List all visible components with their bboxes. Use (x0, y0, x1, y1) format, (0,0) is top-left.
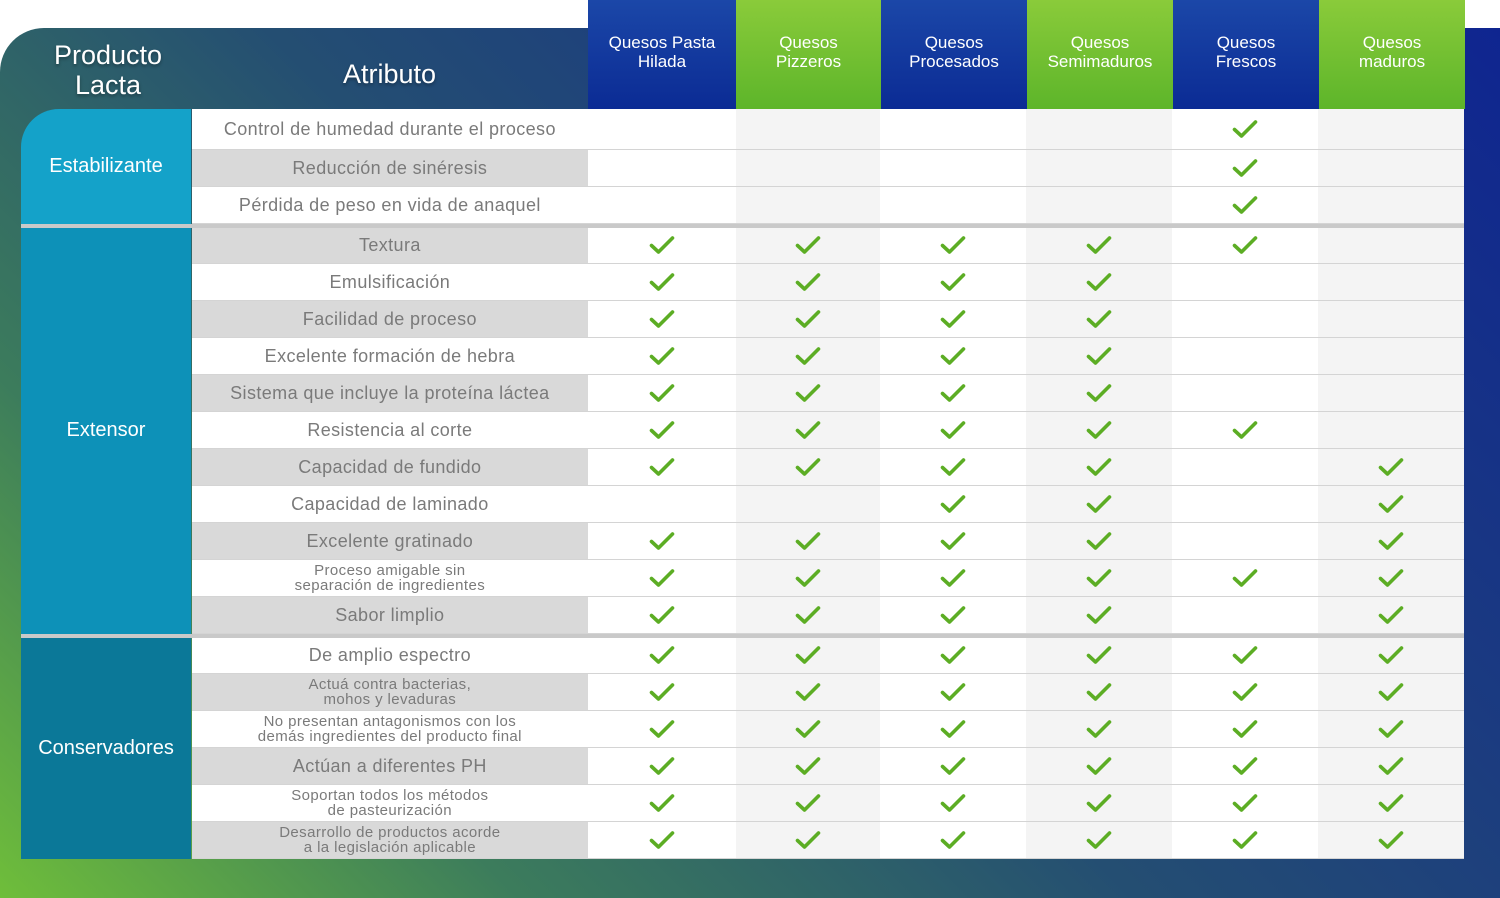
header-atributo: Atributo (342, 59, 437, 89)
check-icon (940, 682, 966, 702)
check-cell (588, 822, 736, 858)
check-cell (588, 449, 736, 485)
check-icon (1378, 756, 1404, 776)
row-divider (192, 411, 1464, 412)
check-cell (1172, 674, 1318, 710)
check-cell (736, 375, 881, 411)
check-icon (649, 383, 675, 403)
check-cell (1172, 301, 1318, 337)
check-cell (588, 150, 736, 186)
check-icon (795, 645, 821, 665)
category-label: Extensor (21, 227, 191, 634)
check-icon (1378, 793, 1404, 813)
check-cell (736, 301, 881, 337)
check-icon (1378, 531, 1404, 551)
check-icon (1086, 645, 1112, 665)
check-cell (880, 150, 1026, 186)
check-cell (880, 301, 1026, 337)
table-row (192, 150, 1464, 186)
check-cell (1318, 637, 1464, 673)
check-cell (880, 523, 1026, 559)
check-cell (736, 637, 881, 673)
header-producto-line: Producto (53, 40, 163, 70)
check-cell (1026, 560, 1172, 596)
check-cell (1026, 597, 1172, 633)
row-divider (192, 186, 1464, 187)
check-cell (1172, 449, 1318, 485)
check-cell (588, 187, 736, 223)
check-cell (588, 523, 736, 559)
check-cell (1172, 748, 1318, 784)
check-icon (649, 309, 675, 329)
row-divider (192, 300, 1464, 301)
check-icon (1232, 682, 1258, 702)
check-cell (736, 187, 881, 223)
check-cell (880, 338, 1026, 374)
check-cell (1318, 486, 1464, 522)
check-icon (649, 682, 675, 702)
row-divider (192, 559, 1464, 560)
check-icon (1232, 793, 1258, 813)
check-icon (649, 272, 675, 292)
row-divider (192, 337, 1464, 338)
attribute-label: Excelente gratinado (192, 523, 588, 559)
check-cell (1026, 822, 1172, 858)
check-icon (649, 531, 675, 551)
check-cell (588, 748, 736, 784)
table-row (192, 637, 1464, 673)
check-cell (1026, 264, 1172, 300)
check-cell (1026, 412, 1172, 448)
check-cell (1026, 785, 1172, 821)
attribute-label: Reducción de sinéresis (192, 150, 588, 186)
check-cell (1318, 227, 1464, 263)
check-cell (1318, 412, 1464, 448)
check-cell (736, 523, 881, 559)
table-row (192, 375, 1464, 411)
attribute-label: Textura (192, 227, 588, 263)
check-icon (1086, 793, 1112, 813)
check-cell (1026, 449, 1172, 485)
check-icon (1232, 420, 1258, 440)
check-cell (588, 301, 736, 337)
column-header: Quesos Semimaduros (1027, 0, 1173, 109)
table-row (192, 748, 1464, 784)
check-cell (880, 109, 1026, 149)
check-cell (736, 822, 881, 858)
check-cell (736, 785, 881, 821)
check-cell (736, 227, 881, 263)
row-divider (192, 485, 1464, 486)
check-cell (736, 711, 881, 747)
attribute-label: Desarrollo de productos acorde a la legislación aplicable (192, 822, 588, 858)
table-row (192, 187, 1464, 223)
check-cell (880, 264, 1026, 300)
row-divider (192, 710, 1464, 711)
check-cell (1172, 412, 1318, 448)
check-icon (1086, 457, 1112, 477)
check-cell (880, 711, 1026, 747)
column-header: Quesos maduros (1319, 0, 1465, 109)
check-cell (880, 674, 1026, 710)
check-cell (1318, 375, 1464, 411)
check-cell (736, 748, 881, 784)
check-icon (940, 605, 966, 625)
check-cell (1318, 338, 1464, 374)
check-cell (736, 264, 881, 300)
check-icon (1378, 457, 1404, 477)
check-icon (795, 309, 821, 329)
check-icon (940, 531, 966, 551)
table-row (192, 486, 1464, 522)
check-cell (588, 227, 736, 263)
check-cell (588, 412, 736, 448)
check-icon (795, 235, 821, 255)
check-cell (588, 637, 736, 673)
check-icon (1232, 568, 1258, 588)
check-cell (1026, 711, 1172, 747)
check-cell (880, 748, 1026, 784)
check-icon (940, 235, 966, 255)
row-divider (192, 784, 1464, 785)
check-icon (795, 531, 821, 551)
check-cell (1026, 150, 1172, 186)
attribute-label: Soportan todos los métodos de pasteurización (192, 785, 588, 821)
check-cell (880, 449, 1026, 485)
check-cell (588, 264, 736, 300)
check-icon (649, 568, 675, 588)
check-cell (736, 109, 881, 149)
table-row (192, 449, 1464, 485)
header-producto-lacta (18, 40, 198, 100)
check-cell (736, 412, 881, 448)
check-cell (588, 109, 736, 149)
check-icon (1086, 346, 1112, 366)
check-icon (1086, 568, 1112, 588)
check-cell (736, 674, 881, 710)
row-divider (192, 522, 1464, 523)
check-icon (1232, 719, 1258, 739)
check-cell (1172, 486, 1318, 522)
check-icon (649, 719, 675, 739)
check-cell (1318, 449, 1464, 485)
check-icon (1086, 830, 1112, 850)
table-row (192, 301, 1464, 337)
attribute-label: Pérdida de peso en vida de anaquel (192, 187, 588, 223)
table-row (192, 523, 1464, 559)
check-cell (1172, 597, 1318, 633)
check-icon (940, 383, 966, 403)
row-divider (192, 374, 1464, 375)
check-icon (940, 568, 966, 588)
check-icon (795, 682, 821, 702)
check-cell (1318, 597, 1464, 633)
check-cell (1172, 375, 1318, 411)
check-icon (1232, 235, 1258, 255)
check-cell (1172, 523, 1318, 559)
check-icon (1232, 830, 1258, 850)
row-divider (192, 149, 1464, 150)
check-cell (1318, 674, 1464, 710)
check-icon (795, 272, 821, 292)
check-cell (736, 150, 881, 186)
check-cell (1318, 822, 1464, 858)
row-divider (192, 858, 1464, 859)
check-cell (588, 785, 736, 821)
check-cell (1026, 187, 1172, 223)
check-cell (1026, 227, 1172, 263)
check-icon (649, 420, 675, 440)
check-cell (736, 449, 881, 485)
attribute-label: Actúan a diferentes PH (192, 748, 588, 784)
attribute-label: Facilidad de proceso (192, 301, 588, 337)
check-cell (1318, 711, 1464, 747)
column-header: Quesos Frescos (1173, 0, 1319, 109)
check-icon (795, 383, 821, 403)
table-row (192, 412, 1464, 448)
check-icon (940, 793, 966, 813)
check-cell (1318, 560, 1464, 596)
group-separator (21, 224, 1464, 228)
check-cell (1172, 109, 1318, 149)
row-divider (192, 263, 1464, 264)
check-icon (940, 645, 966, 665)
check-icon (649, 457, 675, 477)
check-icon (1378, 605, 1404, 625)
check-cell (880, 822, 1026, 858)
table-row (192, 674, 1464, 710)
category-label: Estabilizante (21, 109, 191, 224)
check-cell (1026, 748, 1172, 784)
check-cell (588, 597, 736, 633)
check-icon (649, 830, 675, 850)
header-producto-line: Lacta (74, 70, 142, 100)
check-icon (795, 457, 821, 477)
check-icon (940, 309, 966, 329)
check-cell (880, 560, 1026, 596)
check-cell (588, 375, 736, 411)
check-cell (588, 560, 736, 596)
check-icon (1378, 719, 1404, 739)
attribute-label: Excelente formación de hebra (192, 338, 588, 374)
check-icon (649, 346, 675, 366)
row-divider (192, 747, 1464, 748)
check-icon (940, 719, 966, 739)
check-icon (1232, 158, 1258, 178)
check-icon (940, 457, 966, 477)
check-cell (1318, 150, 1464, 186)
table-row (192, 785, 1464, 821)
table-row (192, 822, 1464, 858)
check-cell (736, 338, 881, 374)
check-icon (1086, 309, 1112, 329)
check-cell (1026, 109, 1172, 149)
category-label: Conservadores (21, 637, 191, 859)
check-cell (880, 597, 1026, 633)
table-row (192, 560, 1464, 596)
check-cell (1318, 748, 1464, 784)
attribute-label: Actuá contra bacterias, mohos y levaduras (192, 674, 588, 710)
check-cell (588, 338, 736, 374)
check-cell (1026, 637, 1172, 673)
check-cell (1172, 785, 1318, 821)
check-cell (736, 597, 881, 633)
check-icon (1086, 605, 1112, 625)
check-icon (795, 605, 821, 625)
check-icon (1378, 494, 1404, 514)
check-icon (649, 645, 675, 665)
row-divider (192, 821, 1464, 822)
attribute-label: Resistencia al corte (192, 412, 588, 448)
check-cell (588, 674, 736, 710)
check-icon (795, 420, 821, 440)
table-row (192, 597, 1464, 633)
check-cell (880, 187, 1026, 223)
check-cell (1172, 227, 1318, 263)
check-cell (1026, 523, 1172, 559)
check-cell (880, 227, 1026, 263)
check-icon (649, 605, 675, 625)
attribute-label: Sistema que incluye la proteína láctea (192, 375, 588, 411)
check-icon (1086, 420, 1112, 440)
table-row (192, 109, 1464, 149)
check-icon (1086, 756, 1112, 776)
check-cell (1318, 301, 1464, 337)
check-cell (588, 711, 736, 747)
check-icon (649, 756, 675, 776)
check-cell (1026, 301, 1172, 337)
check-cell (880, 785, 1026, 821)
check-cell (1026, 375, 1172, 411)
check-cell (1172, 560, 1318, 596)
attribute-label: Sabor limplio (192, 597, 588, 633)
check-icon (1086, 531, 1112, 551)
column-header: Quesos Pizzeros (736, 0, 881, 109)
check-cell (880, 375, 1026, 411)
check-icon (1378, 682, 1404, 702)
check-cell (1318, 109, 1464, 149)
attribute-label: Capacidad de laminado (192, 486, 588, 522)
check-icon (1086, 719, 1112, 739)
column-header: Quesos Pasta Hilada (588, 0, 736, 109)
check-icon (649, 235, 675, 255)
attribute-label: Emulsificación (192, 264, 588, 300)
check-cell (880, 637, 1026, 673)
check-cell (1026, 674, 1172, 710)
check-cell (736, 486, 881, 522)
check-icon (795, 568, 821, 588)
check-icon (940, 272, 966, 292)
check-icon (795, 756, 821, 776)
check-cell (1318, 523, 1464, 559)
check-icon (1232, 645, 1258, 665)
table-row (192, 264, 1464, 300)
check-icon (940, 756, 966, 776)
attribute-label: Proceso amigable sin separación de ingredientes (192, 560, 588, 596)
attribute-label: De amplio espectro (192, 637, 588, 673)
check-cell (1172, 150, 1318, 186)
check-cell (880, 412, 1026, 448)
attribute-label: Control de humedad durante el proceso (192, 109, 588, 149)
check-icon (940, 494, 966, 514)
column-headers (588, 0, 1465, 109)
check-icon (940, 420, 966, 440)
check-cell (1172, 264, 1318, 300)
table-row (192, 711, 1464, 747)
check-icon (1086, 272, 1112, 292)
check-icon (1086, 494, 1112, 514)
column-header: Quesos Procesados (881, 0, 1027, 109)
check-icon (1378, 645, 1404, 665)
check-cell (1172, 711, 1318, 747)
row-divider (192, 596, 1464, 597)
check-icon (940, 830, 966, 850)
check-icon (1086, 235, 1112, 255)
check-icon (649, 793, 675, 813)
row-divider (192, 448, 1464, 449)
check-cell (1172, 338, 1318, 374)
check-icon (795, 830, 821, 850)
check-cell (1172, 822, 1318, 858)
check-icon (1232, 119, 1258, 139)
check-icon (795, 346, 821, 366)
check-cell (1318, 187, 1464, 223)
check-icon (1232, 195, 1258, 215)
check-cell (1026, 486, 1172, 522)
attribute-label: Capacidad de fundido (192, 449, 588, 485)
check-icon (1378, 830, 1404, 850)
check-cell (1318, 264, 1464, 300)
table-row (192, 338, 1464, 374)
check-cell (880, 486, 1026, 522)
check-cell (1172, 637, 1318, 673)
attribute-label: No presentan antagonismos con los demás ingredientes del producto final (192, 711, 588, 747)
check-cell (1318, 785, 1464, 821)
check-icon (1086, 682, 1112, 702)
check-icon (940, 346, 966, 366)
row-divider (192, 673, 1464, 674)
check-icon (1232, 756, 1258, 776)
check-icon (1086, 383, 1112, 403)
check-cell (1172, 187, 1318, 223)
check-cell (1026, 338, 1172, 374)
check-icon (795, 719, 821, 739)
check-icon (795, 793, 821, 813)
group-separator (21, 634, 1464, 638)
check-cell (736, 560, 881, 596)
table-row (192, 227, 1464, 263)
check-cell (588, 486, 736, 522)
check-icon (1378, 568, 1404, 588)
